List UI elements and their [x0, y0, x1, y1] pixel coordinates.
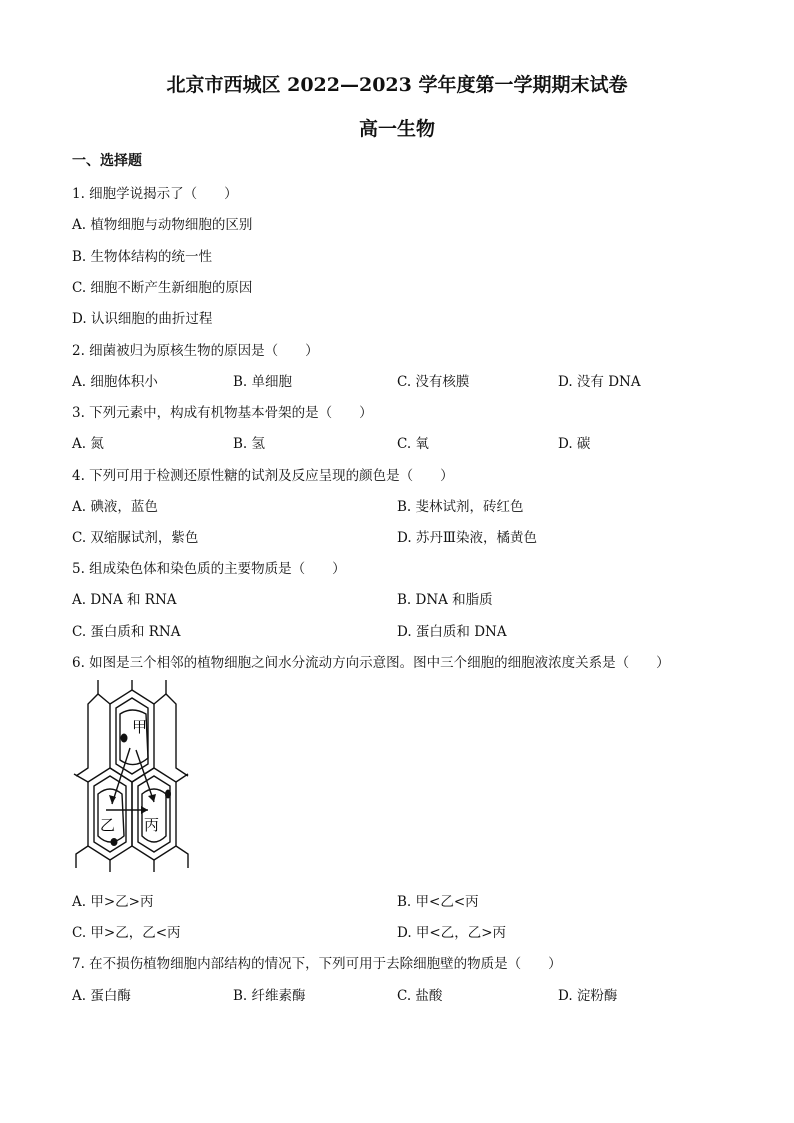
question-4-option-d: D. 苏丹Ⅲ染液，橘黄色	[397, 530, 537, 546]
question-5-option-a: A. DNA 和 RNA	[72, 592, 177, 608]
cell-label-jia: 甲	[132, 718, 148, 736]
question-3-option-b: B. 氢	[233, 436, 266, 452]
question-1-stem: 1. 细胞学说揭示了（ ）	[72, 186, 238, 202]
question-1-option-c: C. 细胞不断产生新细胞的原因	[72, 280, 253, 296]
question-1-option-a: A. 植物细胞与动物细胞的区别	[72, 217, 253, 233]
plant-cells-diagram	[70, 680, 192, 872]
question-4-option-b: B. 斐林试剂，砖红色	[397, 499, 524, 515]
cell-label-bing: 丙	[144, 816, 160, 834]
question-2-stem: 2. 细菌被归为原核生物的原因是（ ）	[72, 343, 319, 359]
question-4-option-a: A. 碘液，蓝色	[72, 499, 158, 515]
question-6-option-b: B. 甲<乙<丙	[397, 894, 479, 910]
question-7-option-d: D. 淀粉酶	[558, 988, 618, 1004]
exam-title: 北京市西城区 2022—2023 学年度第一学期期末试卷	[166, 74, 628, 96]
question-5-stem: 5. 组成染色体和染色质的主要物质是（ ）	[72, 561, 346, 577]
question-1-option-b: B. 生物体结构的统一性	[72, 249, 213, 265]
cell-label-yi: 乙	[100, 816, 116, 834]
question-5-option-d: D. 蛋白质和 DNA	[397, 624, 507, 640]
question-2-option-b: B. 单细胞	[233, 374, 293, 390]
question-3-stem: 3. 下列元素中，构成有机物基本骨架的是（ ）	[72, 405, 373, 421]
question-6-option-a: A. 甲>乙>丙	[72, 894, 154, 910]
question-3-option-c: C. 氧	[397, 436, 429, 452]
question-5-option-c: C. 蛋白质和 RNA	[72, 624, 181, 640]
question-7-option-a: A. 蛋白酶	[72, 988, 131, 1004]
question-7-option-b: B. 纤维素酶	[233, 988, 306, 1004]
question-6-stem: 6. 如图是三个相邻的植物细胞之间水分流动方向示意图。图中三个细胞的细胞液浓度关系是（ ）	[72, 655, 670, 671]
section-heading: 一、选择题	[72, 153, 142, 169]
question-2-option-d: D. 没有 DNA	[558, 374, 641, 390]
question-4-stem: 4. 下列可用于检测还原性糖的试剂及反应呈现的颜色是（ ）	[72, 468, 454, 484]
question-2-option-c: C. 没有核膜	[397, 374, 470, 390]
question-7-stem: 7. 在不损伤植物细胞内部结构的情况下，下列可用于去除细胞壁的物质是（ ）	[72, 956, 562, 972]
question-3-option-a: A. 氮	[72, 436, 104, 452]
question-6-option-d: D. 甲<乙，乙>丙	[397, 925, 507, 941]
question-4-option-c: C. 双缩脲试剂，紫色	[72, 530, 199, 546]
question-5-option-b: B. DNA 和脂质	[397, 592, 493, 608]
question-2-option-a: A. 细胞体积小	[72, 374, 158, 390]
question-3-option-d: D. 碳	[558, 436, 591, 452]
exam-subtitle: 高一生物	[358, 118, 435, 140]
question-7-option-c: C. 盐酸	[397, 988, 443, 1004]
question-6-option-c: C. 甲>乙，乙<丙	[72, 925, 181, 941]
question-1-option-d: D. 认识细胞的曲折过程	[72, 311, 213, 327]
